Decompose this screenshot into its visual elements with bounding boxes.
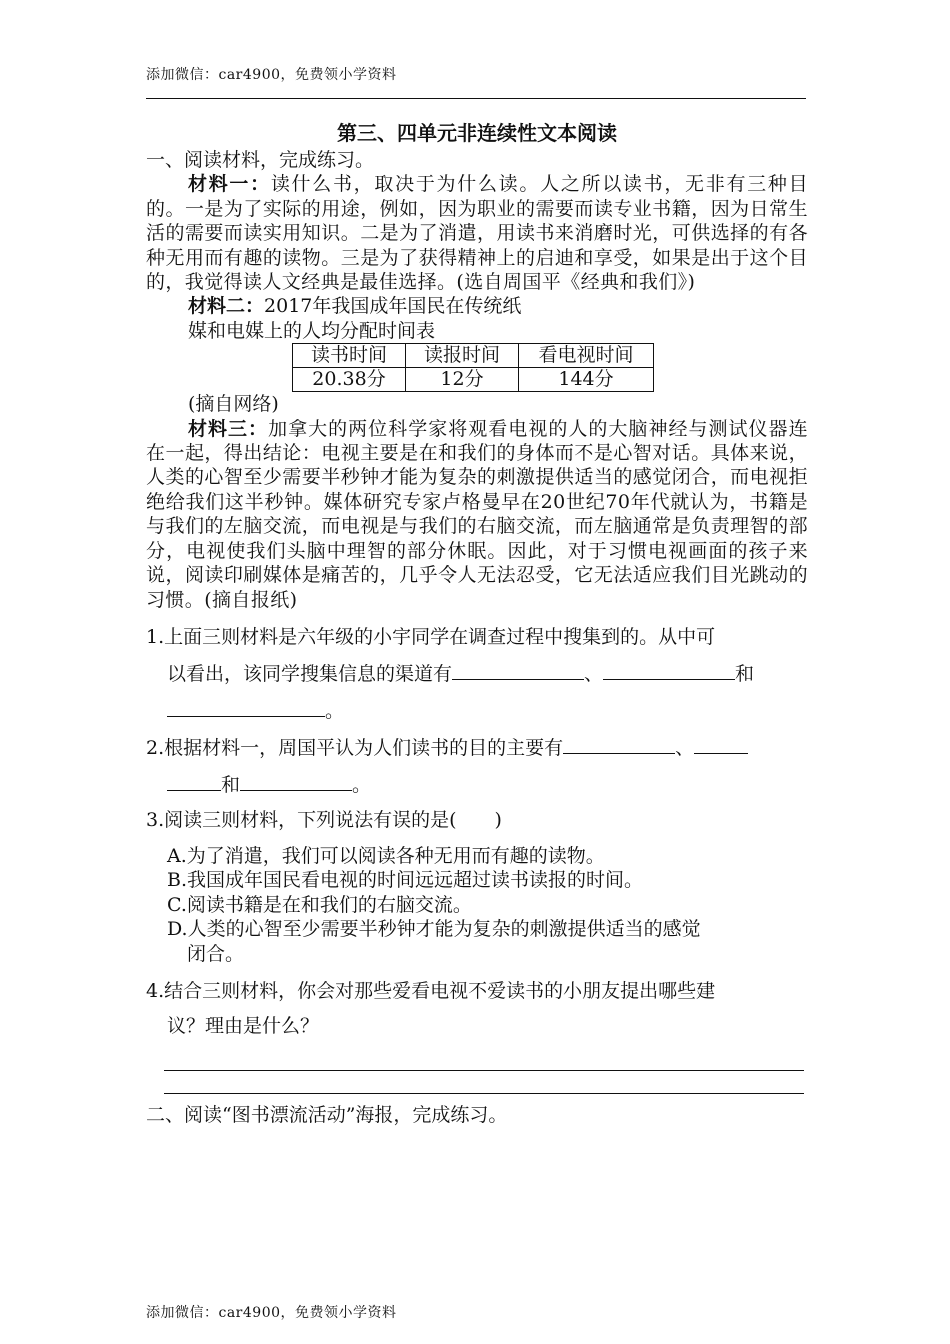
time-allocation-table: [292, 343, 654, 392]
question-2-line1: [146, 729, 808, 766]
material-two-title: [146, 294, 808, 318]
worksheet-body: [146, 118, 808, 1130]
header-divider: [146, 98, 806, 99]
question-2-text: 2.根据材料一，周国平认为人们读书的目的主要有: [146, 736, 564, 759]
question-1-line2: [146, 655, 808, 692]
answer-blank[interactable]: [240, 766, 352, 791]
footer-note: 添加微信：car4900，免费领小学资料: [146, 1305, 397, 1321]
material-one-label: 材料一：: [188, 173, 271, 196]
material-one-text: 读什么书，取决于为什么读。人之所以读书，无非有三种目的。一是为了实际的用途，例如，因为职业的需要而读专业书籍，因为日常生活的需要而读实用知识。二是为了消遣，用读书来消磨时光，可供选择的有各种无用而有趣的读物。三是为了获得精神上的启迪和享受，如果是出于这个目的，我觉得读人文经典是最佳选择。(选自周国平《经典和我们》): [146, 173, 808, 294]
separator: 、: [675, 736, 695, 759]
material-two-source: (摘自网络): [188, 393, 279, 416]
question-3-options: [146, 844, 808, 966]
answer-blank[interactable]: [167, 692, 325, 717]
option-b[interactable]: B.我国成年国民看电视的时间远远超过读书读报的时间。: [167, 869, 644, 892]
answer-blank[interactable]: [167, 766, 221, 791]
option-c[interactable]: C.阅读书籍是在和我们的右脑交流。: [167, 893, 472, 916]
answer-blank[interactable]: [694, 729, 748, 754]
table-cell: 144分: [519, 368, 654, 392]
table-cell: 20.38分: [293, 368, 406, 392]
question-1-line1: 1.上面三则材料是六年级的小宇同学在调查过程中搜集到的。从中可: [146, 625, 716, 648]
material-three: [146, 417, 808, 612]
answer-blank[interactable]: [452, 655, 584, 680]
table-row: [293, 368, 654, 392]
header-note: 添加微信：car4900，免费领小学资料: [146, 67, 397, 83]
answer-line[interactable]: [164, 1093, 804, 1094]
table-cell: 12分: [406, 368, 519, 392]
separator: 、: [584, 662, 604, 685]
question-2-line2: [146, 766, 808, 803]
question-1-text: 以看出，该同学搜集信息的渠道有: [167, 662, 453, 685]
period: 。: [352, 773, 372, 796]
conjunction: 和: [221, 773, 241, 796]
page-title: 第三、四单元非连续性文本阅读: [337, 121, 617, 145]
table-header-row: [293, 344, 654, 368]
section-heading-1: 一、阅读材料，完成练习。: [146, 149, 375, 171]
table-header-cell: 读报时间: [406, 344, 519, 368]
material-three-text: 加拿大的两位科学家将观看电视的人的大脑神经与测试仪器连在一起，得出结论：电视主要是在和我们的身体而不是心智对话。具体来说，人类的心智至少需要半秒钟才能为复杂的刺激提供适当的感觉闭合，而电视拒绝给我们这半秒钟。媒体研究专家卢格曼早在20世纪70年代就认为，书籍是与我们的左脑交流，而电视是与我们的右脑交流，而左脑通常是负责理智的部分，电视使我们头脑中理智的部分休眠。因此，对于习惯电视画面的孩子来说，阅读印刷媒体是痛苦的，几乎令人无法忍受，它无法适应我们目光跳动的习惯。(摘自报纸): [146, 417, 808, 611]
material-three-label: 材料三：: [188, 417, 269, 440]
material-two-label: 材料二：: [188, 295, 265, 318]
answer-blank[interactable]: [563, 729, 675, 754]
option-d[interactable]: D.人类的心智至少需要半秒钟才能为复杂的刺激提供适当的感觉: [167, 918, 701, 941]
table-header-cell: 看电视时间: [519, 344, 654, 368]
option-a[interactable]: A.为了消遣，我们可以阅读各种无用而有趣的读物。: [167, 844, 605, 867]
question-4-line2: 议？理由是什么？: [167, 1014, 320, 1037]
section-heading-2: 二、阅读“图书漂流活动”海报，完成练习。: [146, 1103, 508, 1126]
period: 。: [325, 699, 345, 722]
conjunction: 和: [735, 662, 755, 685]
material-one: [146, 172, 808, 294]
answer-blank[interactable]: [603, 655, 735, 680]
table-header-cell: 读书时间: [293, 344, 406, 368]
question-3-stem: 3.阅读三则材料，下列说法有误的是( ): [146, 808, 502, 831]
option-d-continued: 闭合。: [187, 942, 245, 965]
material-two-title-line1: 2017年我国成年国民在传统纸: [264, 295, 522, 318]
material-two-title-line2: 媒和电媒上的人均分配时间表: [188, 319, 436, 342]
question-4-line1: 4.结合三则材料，你会对那些爱看电视不爱读书的小朋友提出哪些建: [146, 979, 716, 1002]
question-1-line3: [146, 692, 808, 729]
